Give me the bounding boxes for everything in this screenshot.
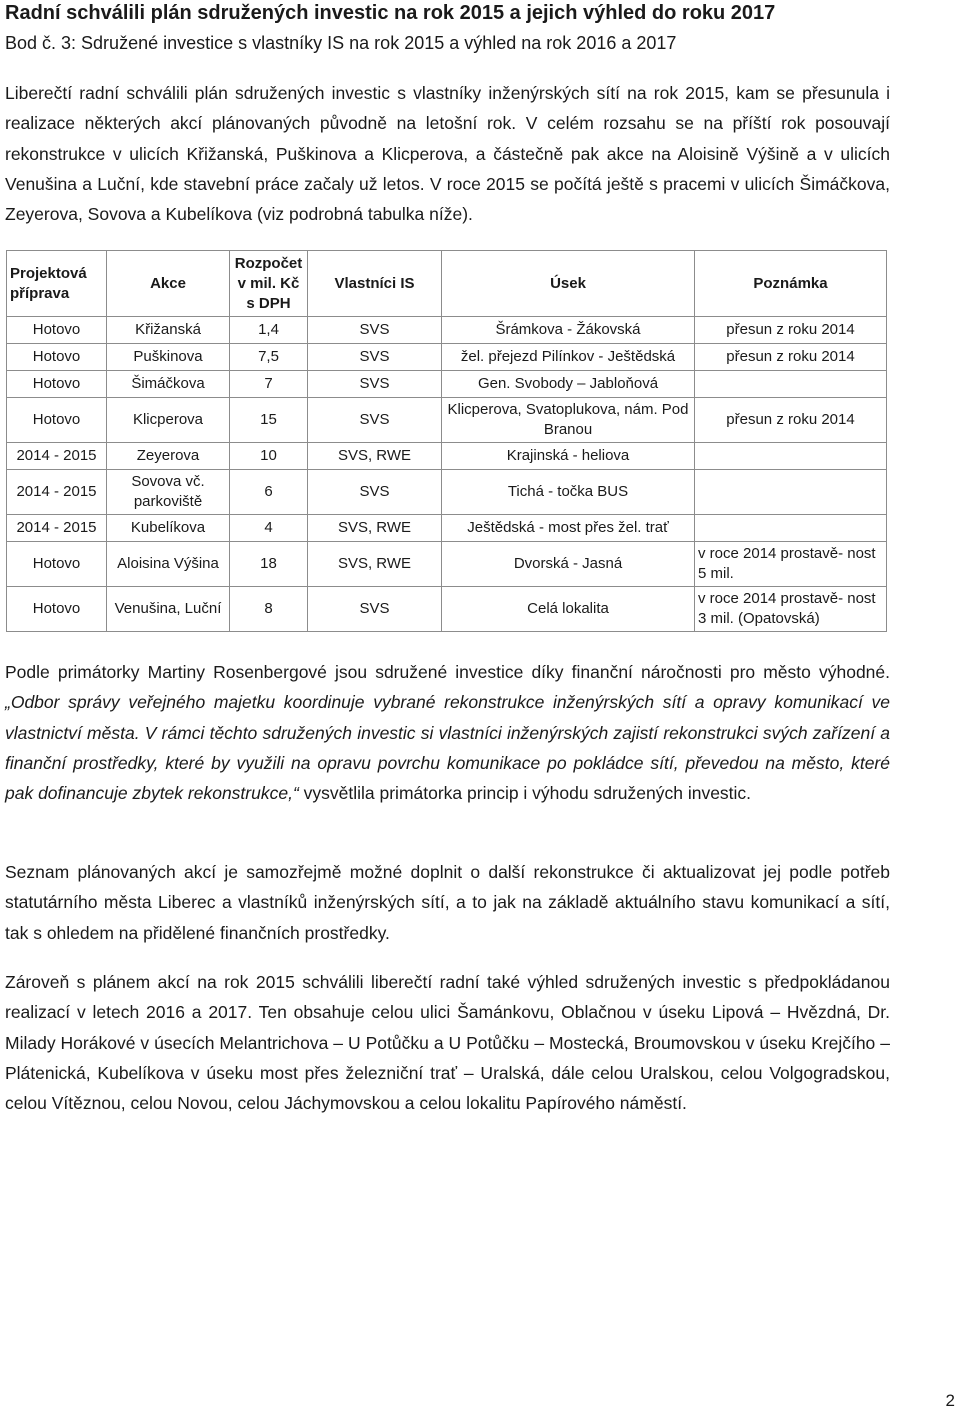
cell-priprava: 2014 - 2015	[7, 470, 107, 515]
paragraph-intro: Liberečtí radní schválili plán sdružených investic s vlastníky inženýrských sítí na rok 2015, kam se přesunula i realizace některých akcí plánovaných původně na letošní rok. V celém rozsahu se na příští rok posouvají rekonstrukce v ulicích Křižanská, Puškinova a Klicperova, a částečně pak akce na Aloisině Výšině a v ulicích Venušina a Luční, kde stavební práce začaly už letos. V roce 2015 se počítá ještě s pracemi v ulicích Šimáčkova, Zeyerova, Sovova a Kubelíkova (viz podrobná tabulka níže).	[5, 83, 890, 225]
cell-priprava: 2014 - 2015	[7, 515, 107, 542]
table-header-row	[7, 251, 887, 317]
cell-poznamka	[695, 443, 887, 470]
cell-poznamka: přesun z roku 2014	[695, 344, 887, 371]
document-title: Radní schválili plán sdružených investic na rok 2015 a jejich výhled do roku 2017	[5, 2, 776, 24]
cell-usek: Celá lokalita	[442, 587, 695, 632]
cell-poznamka	[695, 470, 887, 515]
header-priprava: Projektová příprava	[7, 251, 107, 317]
cell-vlastnici: SVS	[308, 371, 442, 398]
paragraph-primator-quote	[5, 657, 890, 808]
cell-poznamka: přesun z roku 2014	[695, 317, 887, 344]
paragraph-list-update: Seznam plánovaných akcí je samozřejmě možné doplnit o další rekonstrukce či aktualizovat jej podle potřeb statutárního města Liberec a vlastníků inženýrských sítí, a to jak na základě aktuálního stavu komunikací a sítí, tak s ohledem na přidělené finančních prostředky.	[5, 862, 890, 943]
cell-rozpocet: 4	[230, 515, 308, 542]
table-row	[7, 542, 887, 587]
header-poznamka: Poznámka	[695, 251, 887, 317]
table-row	[7, 371, 887, 398]
table-row	[7, 344, 887, 371]
cell-usek: Šrámkova - Žákovská	[442, 317, 695, 344]
cell-poznamka	[695, 371, 887, 398]
cell-akce: Zeyerova	[107, 443, 230, 470]
paragraph-quote-end: vysvětlila primátorka princip i výhodu sdružených investic.	[298, 783, 752, 804]
cell-rozpocet: 7,5	[230, 344, 308, 371]
header-usek: Úsek	[442, 251, 695, 317]
document-subtitle: Bod č. 3: Sdružené investice s vlastníky IS na rok 2015 a výhled na rok 2016 a 2017	[5, 33, 677, 53]
table-row	[7, 398, 887, 443]
cell-priprava: Hotovo	[7, 542, 107, 587]
cell-usek: Klicperova, Svatoplukova, nám. Pod Branou	[442, 398, 695, 443]
cell-poznamka	[695, 515, 887, 542]
cell-poznamka: v roce 2014 prostavě- nost 3 mil. (Opatovská)	[695, 587, 887, 632]
table-row	[7, 587, 887, 632]
header-vlastnici: Vlastníci IS	[308, 251, 442, 317]
cell-priprava: Hotovo	[7, 398, 107, 443]
cell-priprava: 2014 - 2015	[7, 443, 107, 470]
cell-vlastnici: SVS	[308, 587, 442, 632]
cell-usek: Dvorská - Jasná	[442, 542, 695, 587]
cell-usek: Krajinská - heliova	[442, 443, 695, 470]
cell-vlastnici: SVS, RWE	[308, 542, 442, 587]
cell-priprava: Hotovo	[7, 587, 107, 632]
cell-akce: Křižanská	[107, 317, 230, 344]
cell-rozpocet: 8	[230, 587, 308, 632]
table-row	[7, 470, 887, 515]
cell-usek: žel. přejezd Pilínkov - Ještědská	[442, 344, 695, 371]
cell-vlastnici: SVS	[308, 470, 442, 515]
cell-rozpocet: 7	[230, 371, 308, 398]
header-akce: Akce	[107, 251, 230, 317]
cell-akce: Šimáčkova	[107, 371, 230, 398]
cell-vlastnici: SVS, RWE	[308, 515, 442, 542]
paragraph-quote-intro: Podle primátorky Martiny Rosenbergové jsou sdružené investice díky finanční náročnosti pro město výhodné.	[5, 662, 890, 682]
cell-priprava: Hotovo	[7, 344, 107, 371]
cell-rozpocet: 1,4	[230, 317, 308, 344]
cell-vlastnici: SVS	[308, 398, 442, 443]
cell-rozpocet: 15	[230, 398, 308, 443]
cell-usek: Ještědská - most přes žel. trať	[442, 515, 695, 542]
cell-usek: Tichá - točka BUS	[442, 470, 695, 515]
cell-vlastnici: SVS	[308, 317, 442, 344]
cell-rozpocet: 6	[230, 470, 308, 515]
cell-usek: Gen. Svobody – Jabloňová	[442, 371, 695, 398]
cell-poznamka: v roce 2014 prostavě- nost 5 mil.	[695, 542, 887, 587]
cell-akce: Aloisina Výšina	[107, 542, 230, 587]
cell-akce: Puškinova	[107, 344, 230, 371]
page-number: 2	[945, 1391, 955, 1410]
paragraph-outlook: Zároveň s plánem akcí na rok 2015 schválili liberečtí radní také výhled sdružených investic s předpokládanou realizací v letech 2016 a 2017. Ten obsahuje celou ulici Šamánkovu, Oblačnou v úseku Lipová – Hvězdná, Dr. Milady Horákové v úsecích Melantrichova – U Potůčku a U Potůčku – Mostecká, Broumovskou v úseku Krejčího – Plátenická, Kubelíkova v úseku most přes železniční trať – Uralská, dále celou Uralskou, celou Volgogradskou, celou Vítěznou, celou Novou, celou Jáchymovskou a celou lokalitu Papírového náměstí.	[5, 972, 890, 1114]
cell-priprava: Hotovo	[7, 317, 107, 344]
cell-poznamka: přesun z roku 2014	[695, 398, 887, 443]
table-row	[7, 443, 887, 470]
paragraph-quote-text: „Odbor správy veřejného majetku koordinuje vybrané rekonstrukce inženýrských sítí a opravy komunikací ve vlastnictví města. V rámci těchto sdružených investic si vlastníci inženýrských zajistí rekonstrukci svých zařízení a finanční prostředky, které by využili na opravu povrchu komunikace po pokládce sítí, převedou na město, které pak dofinancuje zbytek rekonstrukce,“	[5, 692, 890, 804]
cell-akce: Sovova vč. parkoviště	[107, 470, 230, 515]
table-row	[7, 515, 887, 542]
cell-akce: Venušina, Luční	[107, 587, 230, 632]
cell-akce: Klicperova	[107, 398, 230, 443]
cell-rozpocet: 10	[230, 443, 308, 470]
table-row	[7, 317, 887, 344]
cell-akce: Kubelíkova	[107, 515, 230, 542]
cell-vlastnici: SVS, RWE	[308, 443, 442, 470]
header-rozpocet: Rozpočet v mil. Kč s DPH	[230, 251, 308, 317]
investment-table	[6, 250, 887, 632]
cell-priprava: Hotovo	[7, 371, 107, 398]
cell-rozpocet: 18	[230, 542, 308, 587]
cell-vlastnici: SVS	[308, 344, 442, 371]
